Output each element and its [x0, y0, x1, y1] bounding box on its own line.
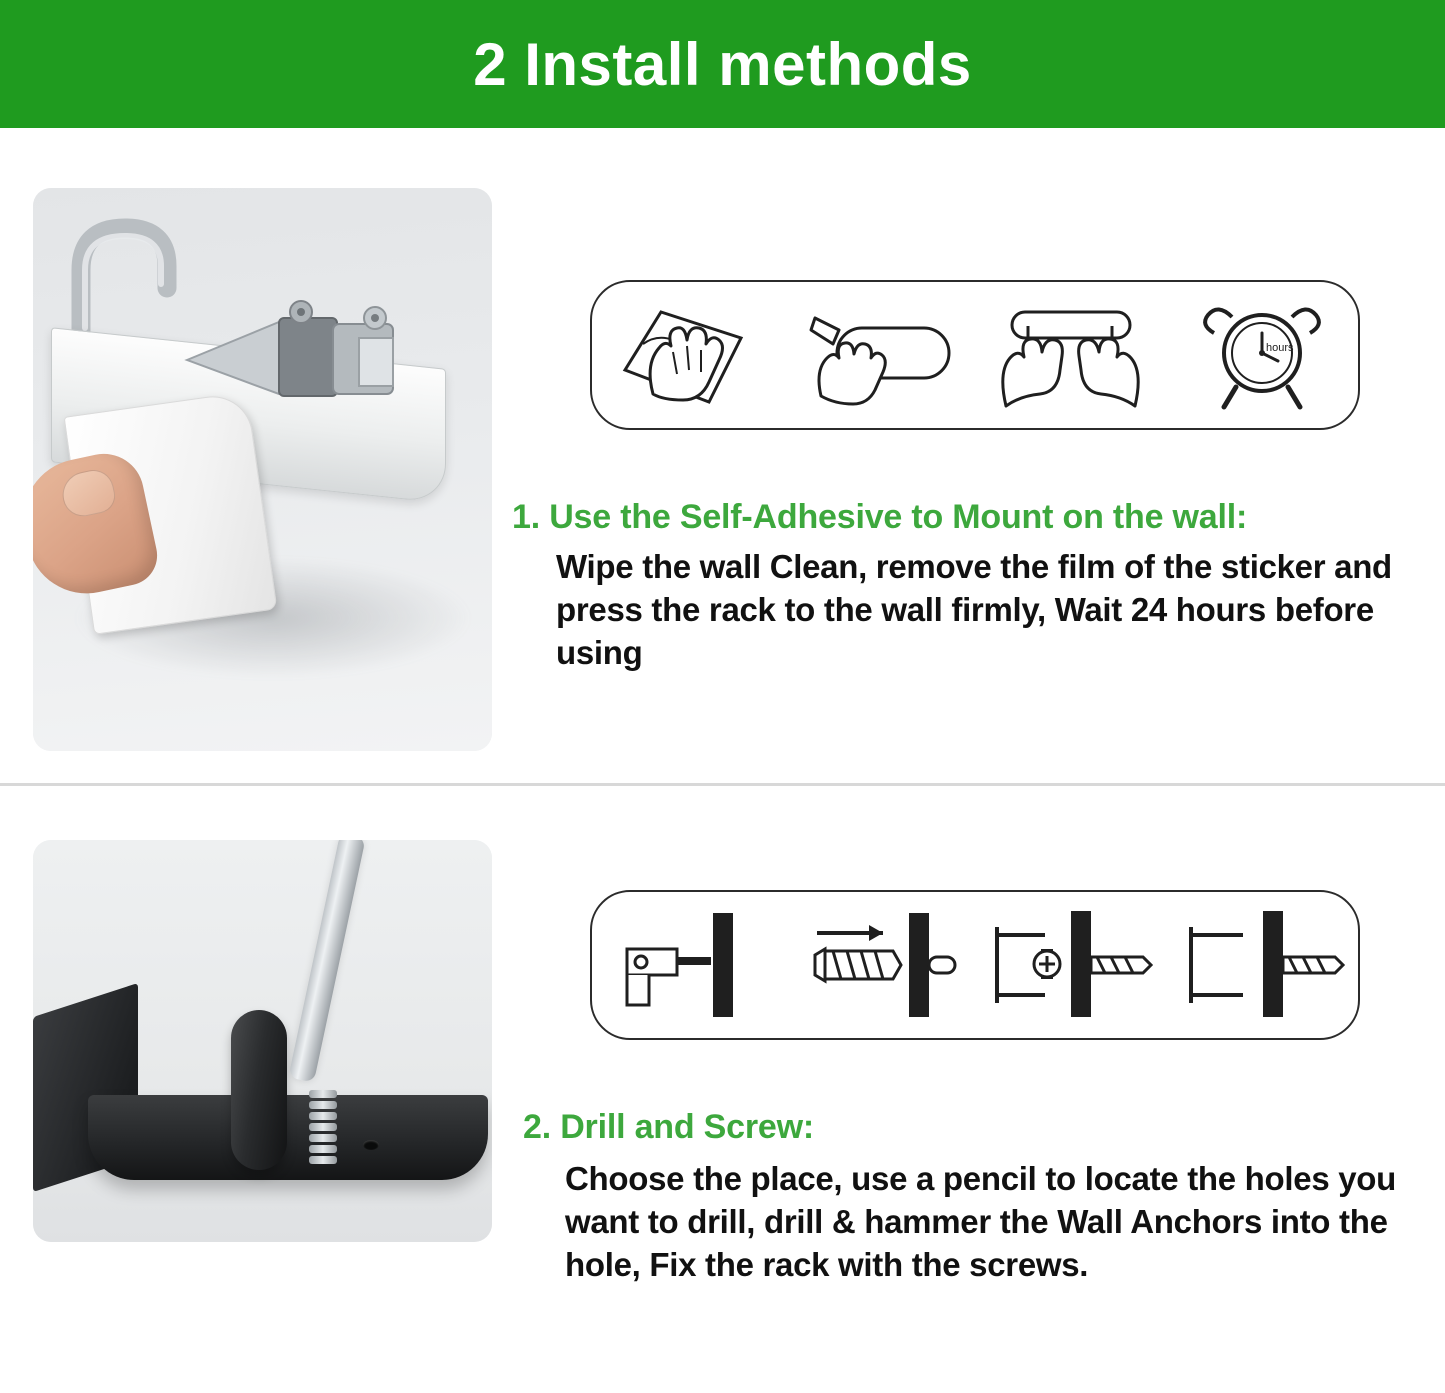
peel-film-hand-icon [792, 295, 967, 415]
alarm-clock-24-hours-icon [1175, 295, 1350, 415]
step-1-heading: 1. Use the Self-Adhesive to Mount on the wall: [512, 498, 1248, 536]
photo-drill-and-screw [33, 840, 492, 1242]
wipe-cloth-hand-icon [600, 295, 775, 415]
section-self-adhesive [0, 128, 1445, 783]
page-title: 2 Install methods [473, 30, 972, 98]
black-post-shape [231, 1010, 287, 1170]
press-rack-hands-icon [983, 295, 1158, 415]
section-divider [0, 783, 1445, 786]
screw-shape [305, 1090, 341, 1182]
clock-hours-label: hours [1266, 342, 1294, 354]
mounting-hole [363, 1140, 379, 1150]
header-banner [0, 0, 1445, 128]
tighten-screw-icon [1175, 905, 1350, 1025]
adhesive-icon-strip [590, 280, 1360, 430]
photo-self-adhesive-rack [33, 188, 492, 751]
drill-hole-icon [600, 905, 775, 1025]
insert-wall-anchor-icon [792, 905, 967, 1025]
mount-bracket-screw-icon [983, 905, 1158, 1025]
black-base-plate-shape [88, 1095, 488, 1180]
fingernail-shape [58, 466, 118, 520]
step-1-body: Wipe the wall Clean, remove the film of the sticker and press the rack to the wall firmly, Wait 24 hours before using [556, 548, 1392, 671]
step-2-heading: 2. Drill and Screw: [523, 1108, 814, 1146]
section-drill-and-screw [0, 790, 1445, 1393]
drill-screw-icon-strip [590, 890, 1360, 1040]
step-2-body: Choose the place, use a pencil to locate the holes you want to drill, drill & hammer the Wall Anchors into the hole, Fix the rack with the screws. [565, 1160, 1397, 1283]
